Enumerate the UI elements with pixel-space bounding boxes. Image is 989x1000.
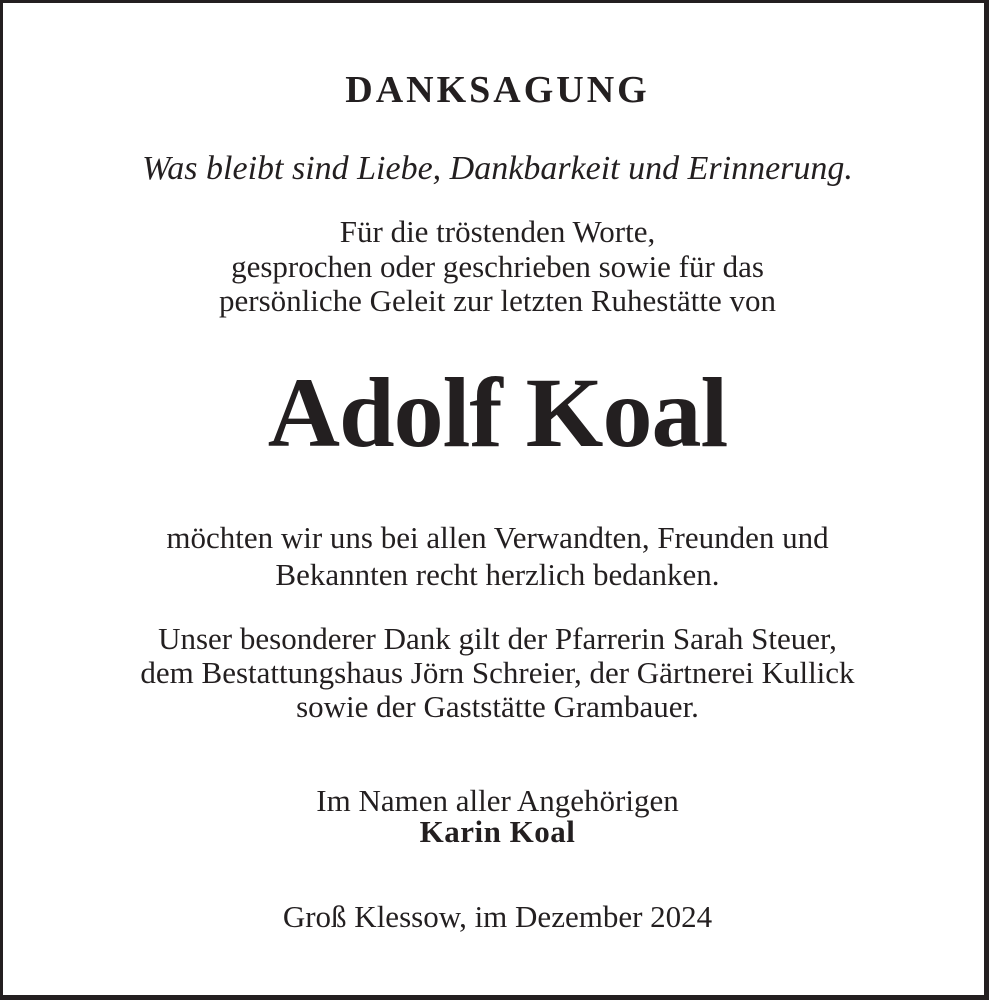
intro-line: Für die tröstenden Worte,: [339, 214, 656, 249]
place-date-line: Groß Klessow, im Dezember 2024: [282, 899, 713, 934]
special-thanks-line: Unser besonderer Dank gilt der Pfarrerin Sarah Steuer,: [158, 621, 837, 656]
intro-line: persönliche Geleit zur letzten Ruhestätte von: [219, 283, 776, 318]
signer-name: Karin Koal: [419, 814, 576, 849]
special-thanks-line: dem Bestattungshaus Jörn Schreier, der Gärtnerei Kullick: [140, 655, 855, 690]
notice-heading: DANKSAGUNG: [345, 69, 650, 111]
notice-motto: Was bleibt sind Liebe, Dankbarkeit und Erinnerung.: [142, 150, 853, 187]
special-thanks-line: sowie der Gaststätte Grambauer.: [296, 689, 699, 724]
thanks-line: möchten wir uns bei allen Verwandten, Freunden und: [166, 520, 829, 555]
intro-line: gesprochen oder geschrieben sowie für das: [231, 249, 764, 284]
on-behalf-line: Im Namen aller Angehörigen: [316, 783, 679, 818]
thanks-line: Bekannten recht herzlich bedanken.: [275, 557, 720, 592]
deceased-name: Adolf Koal: [267, 357, 728, 468]
